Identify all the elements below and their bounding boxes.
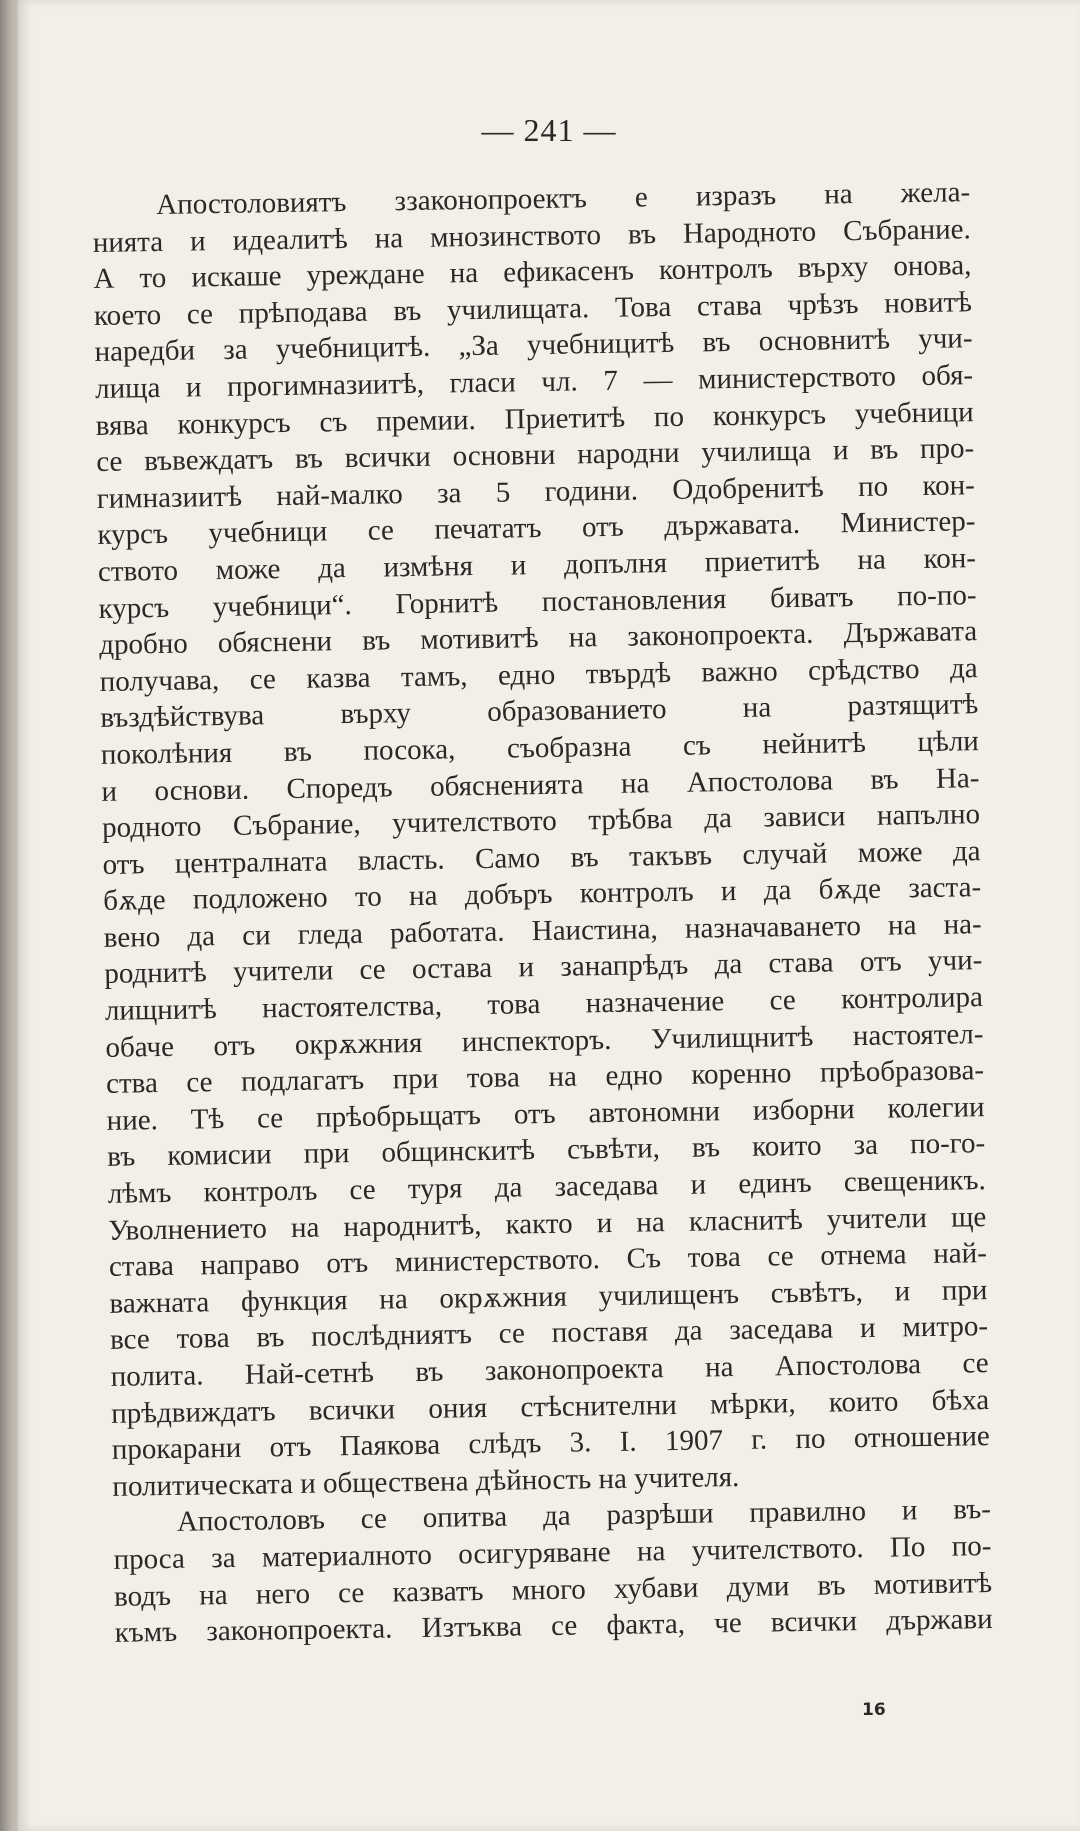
text-line: вено да си гледа работата. Наистина, назначаването на на- xyxy=(103,907,982,954)
text-line: важната функция на окрѫжния училищенъ съвѣтъ, и при xyxy=(109,1273,988,1320)
text-line: водъ на него се казватъ много хубави думи въ мотивитѣ xyxy=(113,1566,993,1613)
text-line: отъ централната власть. Само въ такъвъ случай може да xyxy=(102,834,981,881)
text-line: получава, се казва тамъ, едно твърдѣ важно срѣдство да xyxy=(99,651,978,698)
text-line: ние. Тѣ се прѣобрьщатъ отъ автономни изборни колегии xyxy=(106,1090,985,1137)
text-line: ства се подлагатъ при това на едно коренно прѣобразова- xyxy=(105,1054,985,1101)
body-text xyxy=(92,174,993,1651)
text-line: лищнитѣ настоятелства, това назначение се контролира xyxy=(104,981,984,1027)
book-page xyxy=(18,0,1080,1831)
text-line: обаче отъ окрѫжния инспекторъ. Училищнитѣ настоятел- xyxy=(105,1017,984,1064)
text-line: Апостоловъ се опитва да разрѣши правилно и въ- xyxy=(176,1493,992,1539)
text-line: гимназиитѣ най-малко за 5 години. Одобренитѣ по кон- xyxy=(96,468,976,515)
text-line: родното Събрание, учителството трѣбва да зависи напълно xyxy=(101,798,981,845)
text-line: прѣдвиждатъ всички ония стѣснителни мѣрки, които бѣха xyxy=(110,1383,990,1430)
text-line: лѣмъ контролъ се туря да заседава и единъ свещеникъ. xyxy=(107,1164,986,1210)
text-line: поколѣния въ посока, съобразна съ нейнитѣ цѣли xyxy=(100,725,980,771)
text-line: въздѣйствува върху образованието на разтящитѣ xyxy=(100,688,979,735)
text-line: дробно обяснени въ мотивитѣ на законопроекта. Държавата xyxy=(98,615,978,662)
signature-mark: 16 xyxy=(862,1700,886,1720)
text-line: се въвеждатъ въ всички основни народни училища и въ про- xyxy=(96,432,975,479)
text-line: Апостоловиятъ ззаконопроектъ е изразъ на жела- xyxy=(156,176,971,221)
text-line: роднитѣ учители се остава и занапрѣдъ да става отъ учи- xyxy=(104,944,983,991)
text-line: курсъ учебници се печататъ отъ държавата. Министер- xyxy=(97,505,976,552)
text-line: прокарани отъ Паякова слѣдъ 3. I. 1907 г. по отношение xyxy=(111,1420,990,1467)
text-line: политическата и обществена дѣйность на учителя. xyxy=(112,1460,740,1503)
text-line: нията и идеалитѣ на мнозинството въ Народното Събрание. xyxy=(92,212,972,259)
text-line: все това въ послѣдниятъ се поставя да заседава и митро- xyxy=(109,1310,989,1357)
text-line: става направо отъ министерството. Съ това се отнема най- xyxy=(108,1237,988,1284)
text-line: Уволнението на народнитѣ, както и на класнитѣ учители ще xyxy=(108,1200,987,1247)
text-line: бѫде подложено то на добъръ контролъ и да бѫде заста- xyxy=(102,871,982,918)
text-line: къмъ законопроекта. Изтъква се факта, че всички държави xyxy=(114,1603,993,1649)
text-line: ството може да измѣня и допълня приетитѣ на кон- xyxy=(97,542,977,588)
text-line: курсъ учебници“. Горнитѣ постановления биватъ по-по- xyxy=(98,578,977,625)
text-line: А то искаше уреждане на ефикасенъ контролъ върху онова, xyxy=(93,249,972,296)
text-line: наредби за учебницитѣ. „За учебницитѣ въ основнитѣ учи- xyxy=(94,322,973,369)
page-number: — 241 — xyxy=(481,112,617,148)
text-line: проса за материалното осигуряване на учителството. По по- xyxy=(113,1530,992,1576)
text-line: полита. Най-сетнѣ въ законопроекта на Апостолова се xyxy=(110,1347,989,1393)
text-line: вява конкурсъ съ премии. Приетитѣ по конкурсъ учебници xyxy=(95,395,974,442)
text-line: което се прѣподава въ училищата. Това става чрѣзъ новитѣ xyxy=(93,285,973,332)
text-line: и основи. Споредъ обясненията на Апостолова въ На- xyxy=(101,761,980,808)
text-line: въ комисии при общинскитѣ съвѣти, въ които за по-го- xyxy=(106,1127,986,1174)
text-line: лища и прогимназиитѣ, гласи чл. 7 — министерството обя- xyxy=(94,359,974,405)
